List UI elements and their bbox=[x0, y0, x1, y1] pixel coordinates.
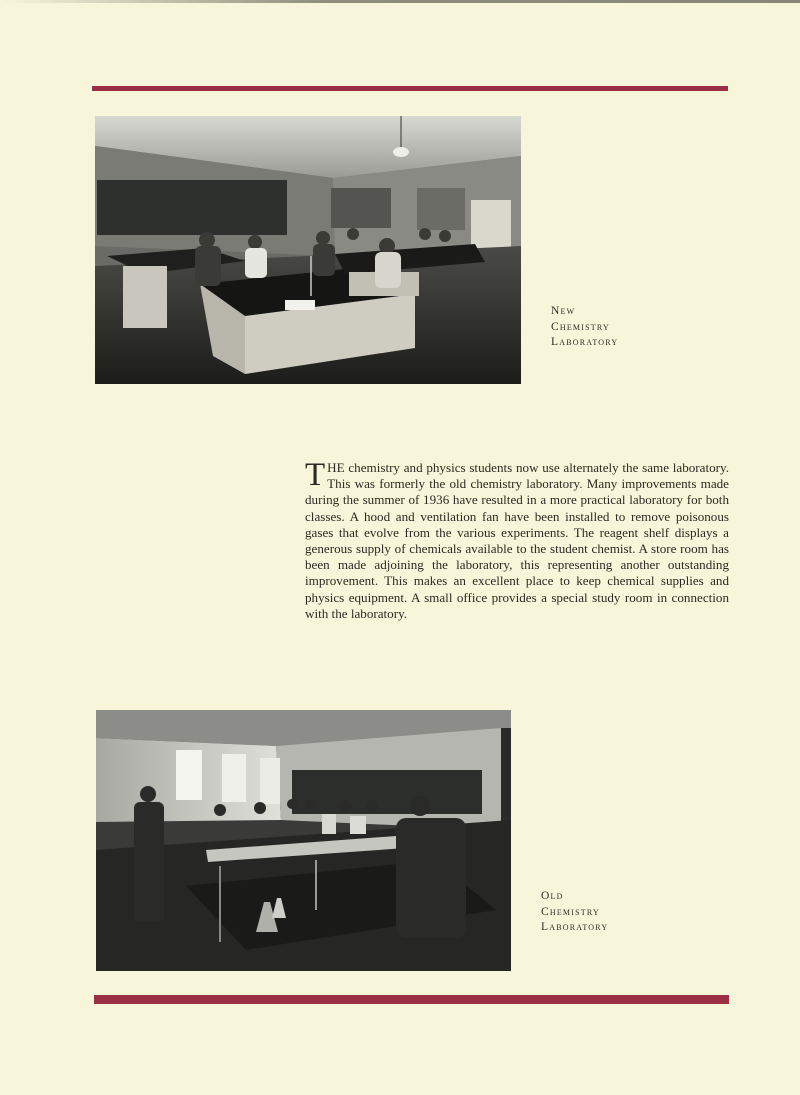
caption-line: Chemistry bbox=[551, 320, 610, 333]
top-rule bbox=[92, 86, 728, 91]
old-chemistry-lab-photo bbox=[96, 710, 511, 971]
caption-line: New bbox=[551, 305, 576, 317]
new-chemistry-lab-photo bbox=[95, 116, 521, 384]
bottom-rule bbox=[94, 995, 729, 1004]
article-paragraph bbox=[305, 457, 729, 622]
caption-line: Old bbox=[541, 890, 564, 902]
page-top-edge bbox=[0, 0, 800, 3]
article-text: HE chemistry and physics students now use alternately the same laboratory. This was formerly the old chemistry laboratory. Many improvements made during the summer of 1936 have resulted in a more practical laboratory for both classes. A hood and ventilation fan have been installed to remove poisonous gases that evolve from the various experiments. The reagent shelf displays a generous supply of chemicals available to the student chemist. A store room has been made adjoining the laboratory, this representing another outstanding improvement. This makes an excellent place to keep chemical supplies and physics equipment. A small office provides a special study room in connection with the laboratory. bbox=[305, 460, 729, 621]
new-lab-caption bbox=[551, 304, 618, 351]
caption-line: Laboratory bbox=[541, 921, 609, 933]
drop-cap: T bbox=[305, 457, 326, 493]
old-lab-caption bbox=[541, 889, 608, 936]
caption-line: Laboratory bbox=[551, 336, 619, 348]
caption-line: Chemistry bbox=[541, 905, 600, 918]
